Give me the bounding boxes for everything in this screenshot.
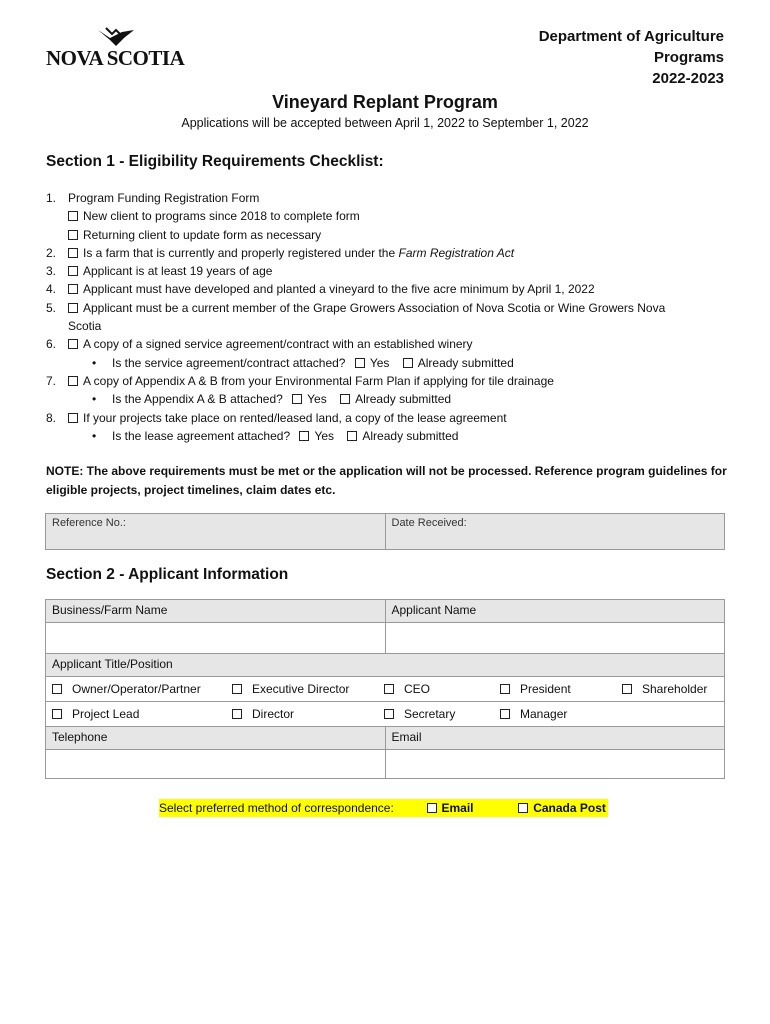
item-number: 6. — [46, 337, 57, 352]
option-president[interactable] — [500, 682, 622, 696]
applicant-info-table — [45, 599, 725, 779]
item-number: 1. — [46, 191, 57, 205]
question-text: Is the Appendix A & B attached? — [112, 392, 283, 407]
checkbox[interactable] — [232, 684, 242, 694]
checklist-item-3 — [46, 262, 726, 280]
item-text: Program Funding Registration Form — [68, 191, 260, 205]
yes-label: Yes — [307, 392, 327, 407]
checklist-subitem-new-client — [46, 207, 726, 225]
already-submitted-checkbox[interactable] — [403, 358, 413, 368]
option-owner[interactable] — [52, 682, 232, 696]
correspondence-label: Select preferred method of correspondence: — [159, 801, 394, 815]
already-submitted-label: Already submitted — [417, 355, 514, 370]
checkbox[interactable] — [622, 684, 632, 694]
option-secretary[interactable] — [384, 707, 500, 721]
telephone-label: Telephone — [52, 730, 108, 744]
canada-post-checkbox[interactable] — [518, 803, 528, 813]
department-header — [539, 26, 724, 89]
section1-heading: Section 1 - Eligibility Requirements Checklist: — [46, 153, 384, 170]
yes-label: Yes — [314, 428, 335, 443]
checkbox[interactable] — [68, 266, 78, 276]
option-director[interactable] — [232, 707, 384, 721]
checklist-item-2 — [46, 244, 726, 262]
bullet-icon: • — [92, 392, 97, 407]
checkbox[interactable] — [384, 684, 394, 694]
checkbox[interactable] — [500, 684, 510, 694]
section2-heading: Section 2 - Applicant Information — [46, 566, 289, 583]
checklist-item-1 — [46, 189, 726, 207]
question-lease — [46, 427, 726, 445]
item-text: If your projects take place on rented/leased land, a copy of the lease agreement — [83, 410, 507, 425]
email-input[interactable] — [385, 750, 725, 778]
item-text-continued: Scotia — [68, 319, 102, 334]
checkbox[interactable] — [68, 248, 78, 258]
telephone-input[interactable] — [46, 750, 385, 778]
department-name: Department of Agriculture — [538, 28, 724, 45]
item-text: Applicant must be a current member of the Grape Growers Association of Nova Scotia or Wine Growers Nova — [83, 300, 666, 315]
question-text: Is the lease agreement attached? — [112, 428, 291, 443]
checkbox[interactable] — [52, 684, 62, 694]
checklist-item-7 — [46, 372, 726, 390]
question-service-agreement — [46, 354, 726, 372]
item-number: 8. — [46, 410, 57, 425]
correspondence-preference — [159, 799, 608, 817]
business-name-label: Business/Farm Name — [52, 603, 168, 617]
item-text: Applicant must have developed and planted a vineyard to the five acre minimum by April 1, 2022 — [83, 282, 595, 297]
item-number: 4. — [46, 282, 57, 297]
option-label: CEO — [404, 682, 431, 696]
item-number: 5. — [46, 300, 57, 315]
item-text: New client to programs since 2018 to complete form — [83, 209, 360, 224]
yes-checkbox[interactable] — [292, 394, 302, 404]
table-row — [46, 600, 724, 623]
checkbox[interactable] — [68, 339, 78, 349]
page-subtitle: Applications will be accepted between April 1, 2022 to September 1, 2022 — [181, 116, 589, 130]
email-label: Email — [385, 727, 725, 749]
table-row — [46, 623, 724, 654]
date-received-field[interactable]: Date Received: — [385, 514, 725, 549]
email-checkbox[interactable] — [427, 803, 437, 813]
logo-text: NOVA SCOTIA — [46, 46, 185, 70]
item-text: A copy of Appendix A & B from your Environmental Farm Plan if applying for tile drainage — [83, 373, 554, 388]
item-number: 3. — [46, 264, 57, 279]
checkbox[interactable] — [52, 709, 62, 719]
checkbox[interactable] — [232, 709, 242, 719]
yes-checkbox[interactable] — [299, 431, 309, 441]
requirements-note: NOTE: The above requirements must be met or the application will not be processed. Reference program guidelines for eligible projects, project timelines, claim dates etc. — [46, 464, 727, 497]
title-position-label: Applicant Title/Position — [52, 657, 173, 671]
item-text: Applicant is at least 19 years of age — [83, 264, 273, 279]
eligibility-checklist — [46, 189, 726, 445]
act-name: Farm Registration Act — [398, 245, 515, 260]
question-appendix — [46, 390, 726, 408]
already-submitted-label: Already submitted — [362, 428, 459, 443]
checkbox[interactable] — [68, 284, 78, 294]
nova-scotia-logo — [46, 26, 186, 70]
option-label: Manager — [520, 707, 568, 721]
item-number: 2. — [46, 245, 57, 260]
item-number: 7. — [46, 373, 57, 388]
checklist-item-5 — [46, 299, 726, 317]
already-submitted-checkbox[interactable] — [340, 394, 350, 404]
already-submitted-label: Already submitted — [355, 392, 452, 407]
option-label: President — [520, 682, 571, 696]
page-title: Vineyard Replant Program — [272, 92, 498, 112]
office-use-table — [45, 513, 725, 550]
applicant-name-input[interactable] — [385, 623, 725, 653]
checkbox[interactable] — [384, 709, 394, 719]
checkbox[interactable] — [68, 230, 78, 240]
email-option-label: Email — [441, 801, 474, 815]
bullet-icon: • — [92, 428, 97, 443]
option-label: Executive Director — [252, 682, 350, 696]
option-manager[interactable] — [500, 707, 622, 721]
item-text: Returning client to update form as necessary — [83, 227, 322, 242]
option-project-lead[interactable] — [52, 707, 232, 721]
yes-checkbox[interactable] — [355, 358, 365, 368]
option-executive-director[interactable] — [232, 682, 384, 696]
checkbox[interactable] — [68, 413, 78, 423]
program-year: 2022-2023 — [652, 70, 724, 87]
checklist-subitem-returning-client — [46, 226, 726, 244]
programs-label: Programs — [653, 49, 724, 66]
item-text: A copy of a signed service agreement/contract with an established winery — [83, 337, 473, 352]
checkbox[interactable] — [500, 709, 510, 719]
already-submitted-checkbox[interactable] — [347, 431, 357, 441]
checklist-item-4 — [46, 280, 726, 298]
item-text: Is a farm that is currently and properly registered under the — [83, 245, 399, 260]
title-options-row-1 — [46, 677, 724, 702]
checkbox[interactable] — [68, 303, 78, 313]
applicant-name-label: Applicant Name — [385, 600, 725, 622]
option-label: Director — [252, 707, 295, 721]
option-label: Secretary — [404, 707, 456, 721]
table-row — [46, 727, 724, 750]
table-row — [46, 654, 724, 677]
option-shareholder[interactable] — [622, 682, 707, 696]
checkbox[interactable] — [68, 211, 78, 221]
option-label: Project Lead — [72, 707, 140, 721]
reference-number-field[interactable]: Reference No.: — [52, 517, 126, 529]
yes-label: Yes — [369, 355, 390, 370]
table-row — [46, 750, 724, 778]
option-label: Shareholder — [642, 682, 708, 696]
title-options-row-2 — [46, 702, 724, 727]
checklist-item-6 — [46, 335, 726, 353]
question-text: Is the service agreement/contract attached? — [112, 355, 346, 370]
logo-emblem-icon — [96, 26, 136, 48]
checklist-item-8 — [46, 409, 726, 427]
option-ceo[interactable] — [384, 682, 500, 696]
bullet-icon: • — [92, 355, 97, 370]
business-name-input[interactable] — [46, 623, 385, 653]
checkbox[interactable] — [68, 376, 78, 386]
canada-post-option-label: Canada Post — [533, 801, 606, 815]
option-label: Owner/Operator/Partner — [72, 682, 201, 696]
